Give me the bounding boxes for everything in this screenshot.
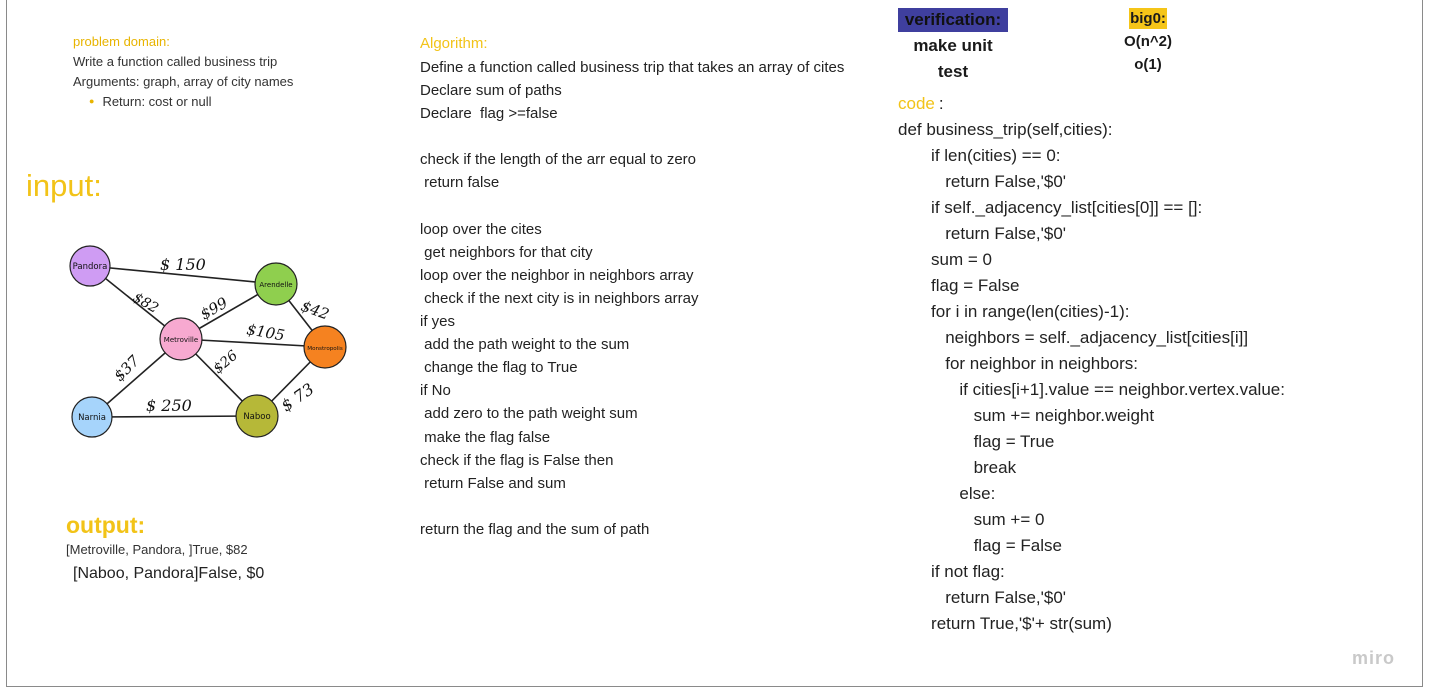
problem-domain-line-2: Arguments: graph, array of city names — [73, 74, 294, 89]
code-line: if len(cities) == 0: — [898, 146, 1061, 165]
code-line: sum += 0 — [898, 510, 1045, 529]
algorithm-line: check if the length of the arr equal to zero — [420, 151, 696, 169]
big-o-title: big0: — [1130, 10, 1166, 27]
output-example-2: [Naboo, Pandora]False, $0 — [73, 565, 265, 582]
algorithm-line: Declare sum of paths — [420, 82, 562, 100]
algorithm-line: make the flag false — [420, 428, 551, 446]
algorithm-line: if No — [420, 382, 451, 400]
node-naboo — [236, 395, 278, 437]
algorithm-line: get neighbors for that city — [420, 243, 593, 261]
node-label-monstropolis: Monstropolis — [307, 346, 343, 352]
weight-metroville-arendelle: $99 — [197, 293, 231, 324]
algorithm-line: return false — [420, 174, 500, 192]
problem-domain-line-1: Write a function called business trip — [73, 54, 278, 69]
node-arendelle — [255, 263, 297, 305]
code-title — [898, 94, 944, 114]
weight-pandora-metroville: $82 — [130, 289, 162, 317]
node-label-naboo: Naboo — [243, 412, 271, 422]
problem-domain-title: problem domain: — [73, 34, 170, 49]
code-line: neighbors = self._adjacency_list[cities[i]] — [898, 328, 1249, 347]
code-line: else: — [898, 484, 996, 503]
node-monstropolis — [304, 326, 346, 368]
node-label-arendelle: Arendelle — [259, 281, 293, 289]
algorithm-title: Algorithm: — [420, 35, 488, 52]
code-line: if not flag: — [898, 562, 1005, 581]
code-line: flag = True — [898, 432, 1055, 451]
node-metroville — [160, 318, 202, 360]
weight-metroville-naboo: $26 — [210, 347, 242, 378]
algorithm-line — [420, 195, 880, 218]
code-line: flag = False — [898, 536, 1062, 555]
verification-title: verification: — [898, 8, 1008, 32]
code-line: return False,'$0' — [898, 588, 1067, 607]
algorithm-line: add the path weight to the sum — [420, 336, 630, 354]
input-title: input: — [26, 168, 102, 203]
big-o-time: O(n^2) — [1124, 33, 1172, 50]
code-line: return False,'$0' — [898, 224, 1067, 243]
big-o-space: o(1) — [1134, 56, 1162, 73]
code-line: break — [898, 458, 1017, 477]
code-line: for i in range(len(cities)-1): — [898, 302, 1130, 321]
algorithm-line: return False and sum — [420, 474, 566, 492]
edge-narnia-naboo — [92, 416, 257, 417]
node-narnia — [72, 397, 112, 437]
output-example-1: [Metroville, Pandora, ]True, $82 — [66, 542, 248, 557]
weight-metroville-monstropolis: $105 — [245, 320, 287, 345]
code-title-text: code — [898, 94, 935, 113]
code-line: sum += neighbor.weight — [898, 406, 1155, 425]
problem-domain-return-text: Return: cost or null — [102, 94, 212, 109]
weight-naboo-monstropolis: $ 73 — [277, 379, 318, 416]
miro-logo: miro — [1352, 648, 1396, 668]
algorithm-line: Declare flag >=false — [420, 105, 558, 123]
edge-metroville-monstropolis — [181, 339, 325, 347]
algorithm-line: change the flag to True — [420, 359, 578, 377]
algorithm-line: check if the flag is False then — [420, 451, 614, 469]
weight-metroville-narnia: $37 — [110, 351, 144, 385]
verification-line-1: make unit — [913, 36, 993, 55]
node-label-pandora: Pandora — [72, 262, 108, 272]
code-line: def business_trip(self,cities): — [898, 120, 1113, 139]
algorithm-line: add zero to the path weight sum — [420, 405, 638, 423]
weight-arendelle-monstropolis: $42 — [298, 296, 332, 324]
node-label-narnia: Narnia — [78, 413, 106, 423]
city-graph — [60, 236, 360, 446]
node-label-metroville: Metroville — [163, 336, 199, 344]
code-line: if cities[i+1].value == neighbor.vertex.value: — [898, 380, 1285, 399]
weight-narnia-naboo: $ 250 — [146, 396, 192, 415]
code-line: return False,'$0' — [898, 172, 1067, 191]
code-line: sum = 0 — [898, 250, 993, 269]
problem-domain-return — [89, 94, 212, 109]
code-line: for neighbor in neighbors: — [898, 354, 1139, 373]
algorithm-line: check if the next city is in neighbors array — [420, 289, 699, 307]
algorithm-line — [420, 495, 880, 518]
node-pandora — [70, 246, 110, 286]
bullet-icon: ● — [89, 96, 95, 106]
algorithm-steps — [420, 56, 880, 541]
code-title-colon: : — [938, 94, 944, 113]
verification-line-2: test — [937, 62, 969, 81]
output-title: output: — [66, 512, 146, 538]
code-line: if self._adjacency_list[cities[0]] == []: — [898, 198, 1203, 217]
algorithm-line: loop over the cites — [420, 220, 542, 238]
algorithm-line: Define a function called business trip that takes an array of cites — [420, 59, 845, 76]
code-block — [898, 117, 1285, 637]
code-line: flag = False — [898, 276, 1020, 295]
algorithm-line: return the flag and the sum of path — [420, 520, 650, 538]
algorithm-line — [420, 125, 880, 148]
code-line: return True,'$'+ str(sum) — [898, 614, 1112, 633]
weight-pandora-arendelle: $ 150 — [160, 255, 206, 274]
algorithm-line: if yes — [420, 313, 456, 331]
algorithm-line: loop over the neighbor in neighbors array — [420, 266, 694, 284]
